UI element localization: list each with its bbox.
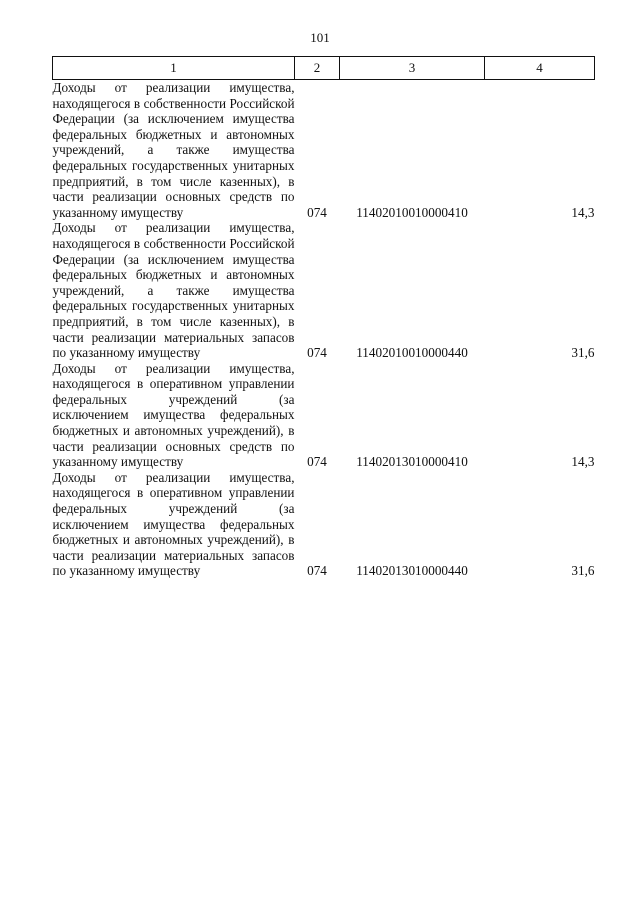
row-description: Доходы от реализации имущества, находящегося в оперативном управлении федеральных учреждений (за исключением имущества федеральных бюджетных и автономных учреждений), в части реализации материальных запасов по указанному имуществу (52, 469, 295, 579)
row-budget-code: 11402010010000440 (356, 345, 468, 361)
row-admin-code: 074 (307, 454, 327, 470)
row-amount: 31,6 (571, 345, 595, 361)
row-budget-code: 11402013010000410 (356, 454, 468, 470)
row-amount: 31,6 (571, 563, 595, 579)
row-amount: 14,3 (571, 204, 595, 220)
table-row (53, 80, 595, 221)
row-amount: 14,3 (571, 454, 595, 470)
column-header-4: 4 (485, 57, 595, 80)
row-budget-code: 11402013010000440 (356, 563, 468, 579)
row-admin-code: 074 (307, 563, 327, 579)
row-budget-code: 11402010010000410 (356, 204, 468, 220)
column-header-1: 1 (53, 57, 295, 80)
table-row (53, 361, 595, 470)
table-row (53, 470, 595, 579)
row-description: Доходы от реализации имущества, находящегося в собственности Российской Федерации (за исключением имущества федеральных бюджетных и автономных учреждений, а также имущества федеральных государственных унитарных предприятий, в том числе казенных), в части реализации материальных запасов по указанному имуществу (52, 220, 295, 361)
column-header-2: 2 (295, 57, 340, 80)
table-header-row (53, 57, 595, 80)
row-admin-code: 074 (307, 204, 327, 220)
row-description: Доходы от реализации имущества, находящегося в оперативном управлении федеральных учреждений (за исключением имущества федеральных бюджетных и автономных учреждений), в части реализации основных средств по указанному имуществу (52, 360, 295, 470)
row-admin-code: 074 (307, 345, 327, 361)
column-header-3: 3 (340, 57, 485, 80)
table-row (53, 220, 595, 360)
revenue-table (52, 56, 595, 579)
row-description: Доходы от реализации имущества, находящегося в собственности Российской Федерации (за исключением имущества федеральных бюджетных и автономных учреждений, а также имущества федеральных государственных унитарных предприятий, в том числе казенных), в части реализации основных средств по указанному имуществу (52, 80, 295, 220)
page-number: 101 (310, 30, 330, 45)
